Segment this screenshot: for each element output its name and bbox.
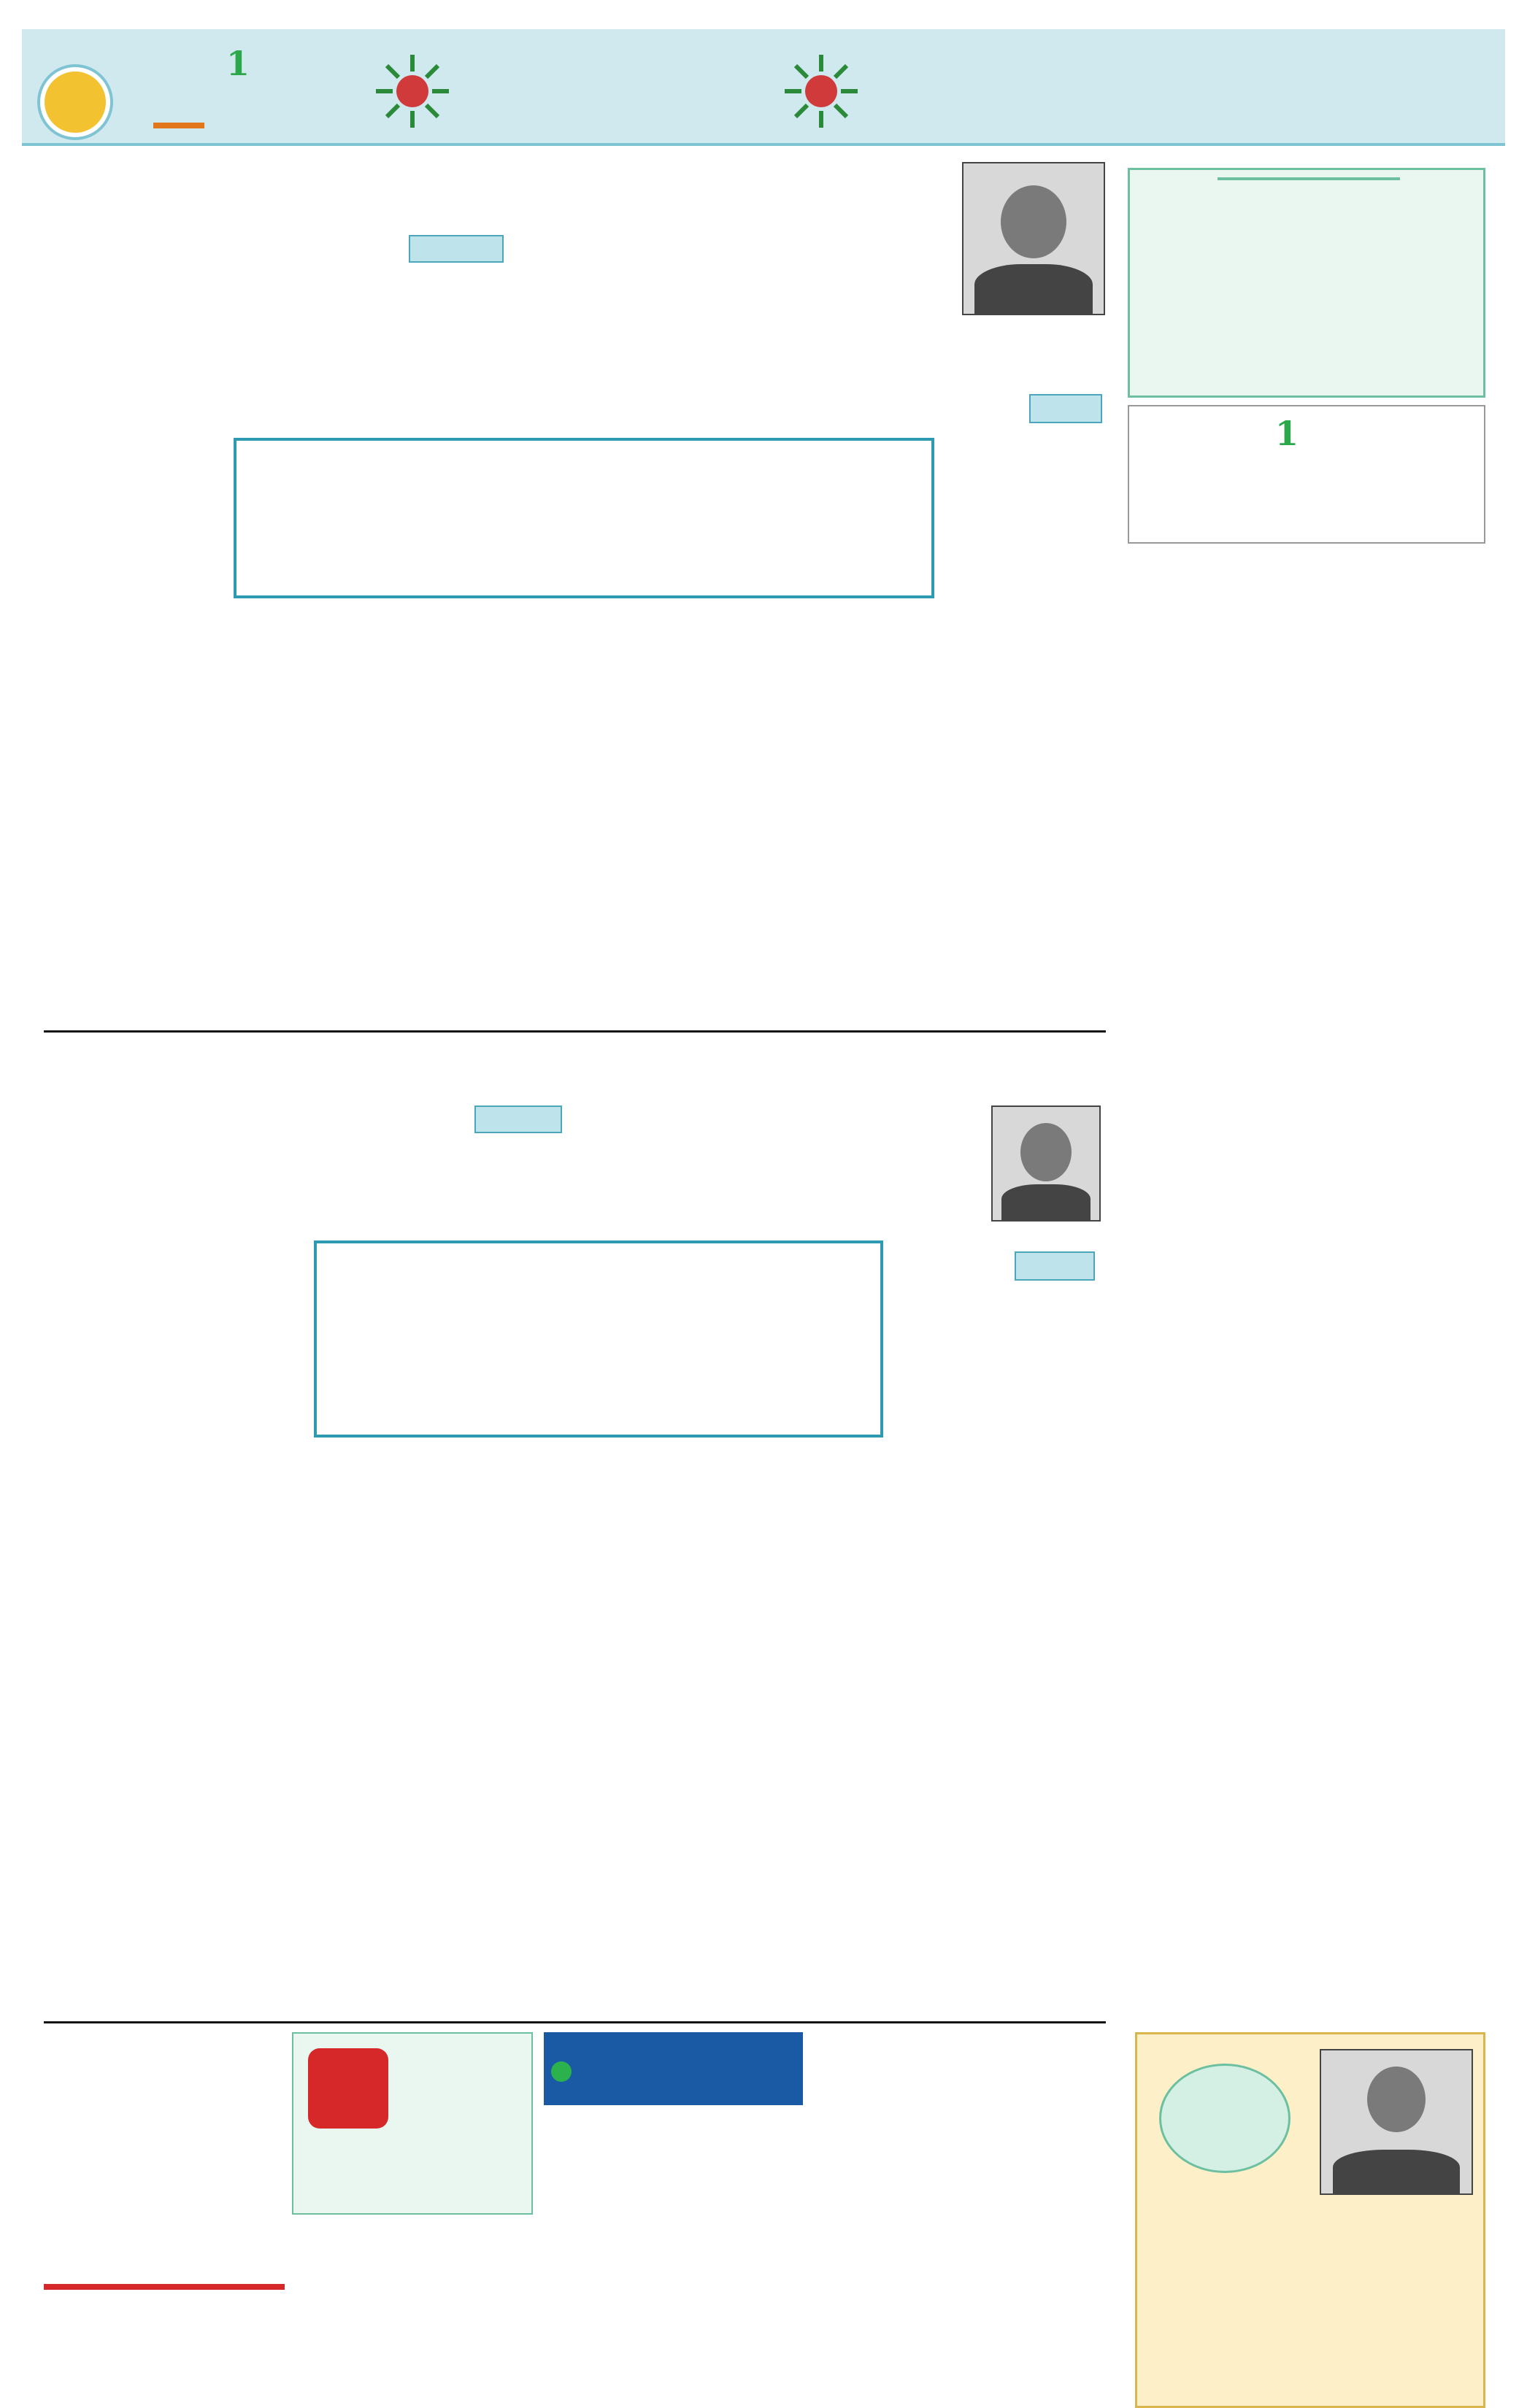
contact-banner xyxy=(544,2032,803,2105)
article2-author-photo xyxy=(991,1105,1101,1222)
aaina-box xyxy=(1135,2032,1485,2408)
sidebar-brand-logo xyxy=(1128,405,1485,544)
article1-body-col-d xyxy=(234,611,569,1006)
article2-section-label xyxy=(1015,1251,1095,1281)
editorial-text xyxy=(1128,617,1376,1988)
newspaper-logo xyxy=(139,44,358,139)
quotes-box xyxy=(1128,168,1485,398)
logo-one-mark: 1 xyxy=(226,44,250,83)
page-number xyxy=(40,67,110,137)
sidebar-logo-one-mark: 1 xyxy=(1275,414,1299,453)
sambhal-text xyxy=(292,2240,533,2408)
ramzan-text-cont xyxy=(544,2112,803,2237)
editorial-text-cont xyxy=(1380,653,1485,1988)
logo-flag-stripe xyxy=(153,123,204,128)
article1-english-quote-1 xyxy=(584,636,927,811)
article2-body-col-b xyxy=(949,1292,1102,1985)
sun-emblem-right-icon xyxy=(781,51,861,131)
article2-column-tag xyxy=(474,1105,562,1133)
article1-body-col-b xyxy=(511,231,759,435)
article1-author-photo xyxy=(962,162,1105,317)
article2-pullquote xyxy=(314,1240,883,1438)
quotes-text xyxy=(1145,250,1473,389)
article1-author-caption xyxy=(962,314,1105,339)
quotes-title xyxy=(1218,177,1400,180)
whatsapp-icon xyxy=(551,2061,572,2082)
article1-body-col-a xyxy=(766,231,938,1004)
sun-emblem-left-icon xyxy=(372,51,453,131)
article2-body-col-e xyxy=(467,1452,759,1988)
ramzan-text xyxy=(814,2065,1128,2408)
aaina-title xyxy=(1159,2064,1291,2173)
article2-author-caption xyxy=(991,1220,1101,1242)
letters-footer-notice xyxy=(44,2284,285,2290)
aaina-poet-photo xyxy=(1320,2049,1473,2195)
letter1-text xyxy=(44,2032,285,2237)
bottom-divider xyxy=(44,2021,1106,2023)
article2-body-col-c xyxy=(44,1105,467,1988)
article2-body-col-a xyxy=(774,1105,978,1988)
article1-english-quote-2 xyxy=(847,899,1088,1016)
article-divider xyxy=(44,1030,1106,1033)
article1-pullquote xyxy=(234,438,934,598)
letters-box xyxy=(292,2032,533,2215)
mailbox-icon xyxy=(308,2048,388,2129)
article2-body-col-d xyxy=(482,1143,759,1230)
